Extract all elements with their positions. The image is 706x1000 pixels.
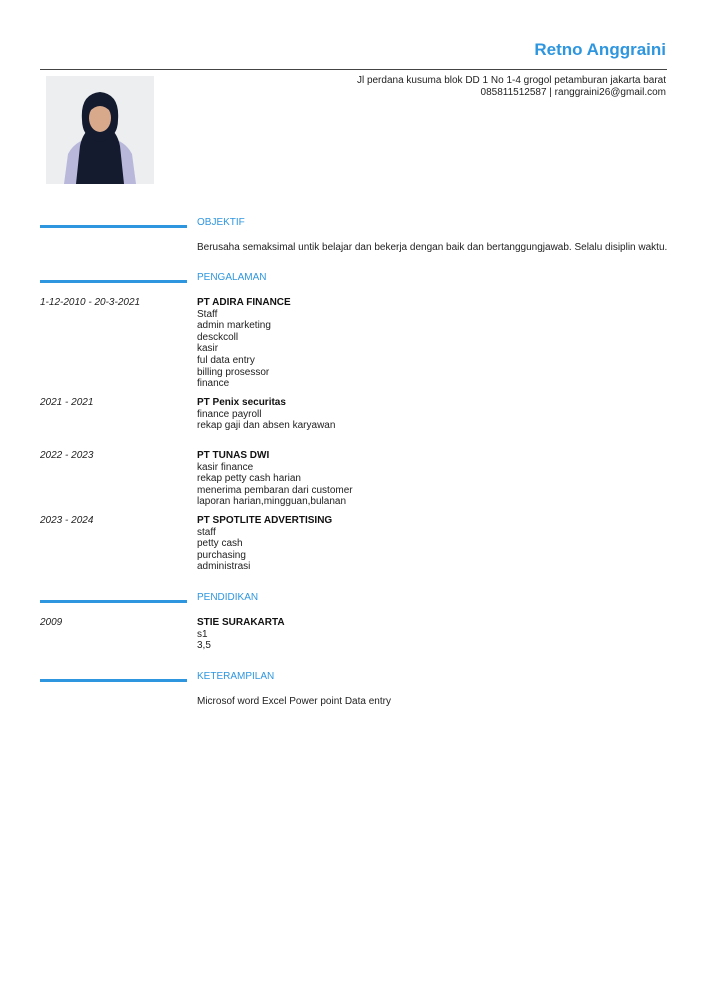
experience-title: PENGALAMAN xyxy=(197,272,267,283)
profile-photo-illustration xyxy=(46,76,154,184)
skills-title: KETERAMPILAN xyxy=(197,671,275,682)
candidate-name: Retno Anggraini xyxy=(534,40,666,59)
education-line: 3,5 xyxy=(197,640,211,652)
profile-photo xyxy=(46,76,154,184)
experience-date-2: 2021 - 2021 xyxy=(40,397,94,408)
experience-entry-3 xyxy=(197,450,353,508)
experience-date-3: 2022 - 2023 xyxy=(40,450,94,461)
phone-email-line: 085811512587 | ranggraini26@gmail.com xyxy=(480,87,666,98)
education-section-bar xyxy=(40,600,187,603)
experience-entry-4 xyxy=(197,515,332,573)
experience-org: PT ADIRA FINANCE xyxy=(197,297,291,308)
experience-org: PT TUNAS DWI xyxy=(197,450,270,461)
objective-section-bar xyxy=(40,225,187,228)
experience-date-4: 2023 - 2024 xyxy=(40,515,94,526)
experience-line: finance xyxy=(197,378,230,390)
education-title: PENDIDIKAN xyxy=(197,592,259,603)
experience-line: finance payroll xyxy=(197,408,262,420)
education-org: STIE SURAKARTA xyxy=(197,617,285,628)
experience-section-bar xyxy=(40,280,187,283)
address-line: Jl perdana kusuma blok DD 1 No 1-4 grogol petamburan jakarta barat xyxy=(356,75,666,86)
experience-entry-2 xyxy=(197,397,335,432)
experience-line: kasir finance xyxy=(197,461,254,473)
experience-line: petty cash xyxy=(197,538,243,550)
experience-line: laporan harian,mingguan,bulanan xyxy=(197,496,347,508)
experience-line: admin marketing xyxy=(197,320,271,332)
experience-line: staff xyxy=(197,526,216,538)
experience-line: menerima pembaran dari customer xyxy=(197,484,353,496)
experience-line: purchasing xyxy=(197,549,246,561)
experience-line: rekap petty cash harian xyxy=(197,473,301,485)
objective-text: Berusaha semaksimal untik belajar dan bekerja dengan baik dan bertanggungjawab. Selalu disiplin waktu. xyxy=(197,242,668,253)
education-date-1: 2009 xyxy=(40,617,63,628)
experience-line: kasir xyxy=(197,343,219,355)
experience-org: PT Penix securitas xyxy=(197,397,286,408)
experience-line: billing prosessor xyxy=(197,366,270,378)
contact-block xyxy=(357,75,666,99)
experience-org: PT SPOTLITE ADVERTISING xyxy=(197,515,333,526)
header-divider xyxy=(40,69,667,70)
skills-section-bar xyxy=(40,679,187,682)
objective-title: OBJEKTIF xyxy=(197,217,245,228)
experience-line: ful data entry xyxy=(197,354,255,366)
experience-line: rekap gaji dan absen karyawan xyxy=(197,420,336,432)
experience-date-1: 1-12-2010 - 20-3-2021 xyxy=(40,297,141,308)
education-entry-1 xyxy=(197,617,285,652)
experience-line: desckcoll xyxy=(197,331,239,343)
education-line: s1 xyxy=(197,628,208,640)
skills-text: Microsof word Excel Power point Data entry xyxy=(197,696,391,707)
experience-line: administrasi xyxy=(197,561,251,573)
experience-entry-1 xyxy=(197,297,291,390)
experience-line: Staff xyxy=(197,308,218,320)
